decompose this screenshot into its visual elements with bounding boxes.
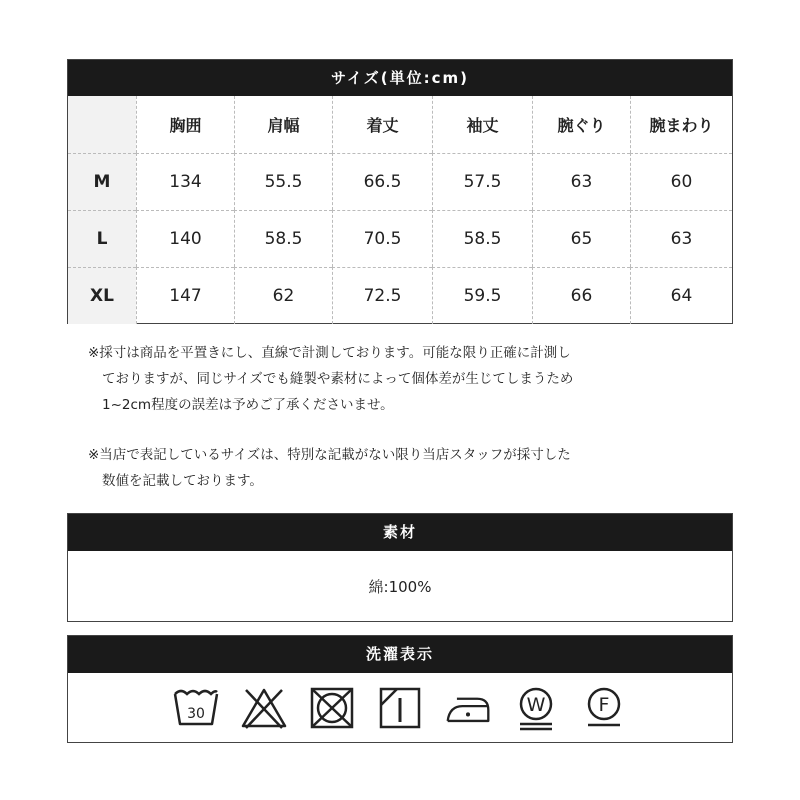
size-table-header-row (68, 96, 732, 153)
material-title: 素材 (68, 514, 732, 551)
measurement-note (88, 340, 573, 418)
table-cell: 147 (136, 267, 234, 324)
wash-30-icon (172, 684, 220, 732)
table-cell: 66.5 (332, 153, 432, 210)
row-size-label: M (68, 153, 136, 210)
material-section (67, 513, 733, 622)
table-cell: 70.5 (332, 210, 432, 267)
size-table-title: サイズ(単位:cm) (68, 60, 732, 96)
table-row (68, 267, 732, 324)
wash-temperature-label: 30 (187, 706, 205, 722)
note-line: ※当店で表記しているサイズは、特別な記載がない限り当店スタッフが採寸した (88, 447, 571, 463)
column-header-shoulder: 肩幅 (234, 96, 332, 153)
table-row (68, 210, 732, 267)
size-table (67, 59, 733, 324)
table-cell: 55.5 (234, 153, 332, 210)
line-dry-icon (376, 684, 424, 732)
care-icons (68, 673, 732, 743)
table-cell: 65 (532, 210, 630, 267)
note-line: ておりますが、同じサイズでも縫製や素材によって個体差が生じてしまうため (102, 371, 574, 387)
table-cell: 58.5 (234, 210, 332, 267)
table-cell: 64 (630, 267, 732, 324)
material-value: 綿:100% (368, 578, 432, 596)
column-header-arm-circumference: 腕まわり (630, 96, 732, 153)
note-line: 数値を記載しております。 (102, 473, 263, 489)
column-header-length: 着丈 (332, 96, 432, 153)
corner-cell (68, 96, 136, 153)
dry-clean-label: F (598, 694, 610, 716)
table-cell: 59.5 (432, 267, 532, 324)
table-cell: 63 (532, 153, 630, 210)
iron-low-icon (444, 684, 492, 732)
column-header-sleeve: 袖丈 (432, 96, 532, 153)
table-cell: 140 (136, 210, 234, 267)
care-section (67, 635, 733, 743)
note-line: 1~2cm程度の誤差は予めご了承くださいませ。 (102, 397, 394, 413)
table-cell: 66 (532, 267, 630, 324)
no-tumble-dry-icon (308, 684, 356, 732)
column-header-armhole: 腕ぐり (532, 96, 630, 153)
table-cell: 57.5 (432, 153, 532, 210)
table-cell: 58.5 (432, 210, 532, 267)
table-row (68, 153, 732, 210)
dry-clean-icon (580, 684, 628, 732)
column-header-chest: 胸囲 (136, 96, 234, 153)
note-line: ※採寸は商品を平置きにし、直線で計測しております。可能な限り正確に計測し (88, 345, 571, 361)
wet-clean-icon (512, 684, 560, 732)
table-cell: 62 (234, 267, 332, 324)
care-title: 洗濯表示 (68, 636, 732, 673)
row-size-label: L (68, 210, 136, 267)
table-cell: 63 (630, 210, 732, 267)
table-cell: 72.5 (332, 267, 432, 324)
wet-clean-label: W (526, 694, 546, 716)
no-bleach-icon (240, 684, 288, 732)
table-cell: 60 (630, 153, 732, 210)
row-size-label: XL (68, 267, 136, 324)
table-cell: 134 (136, 153, 234, 210)
size-note (88, 442, 571, 494)
